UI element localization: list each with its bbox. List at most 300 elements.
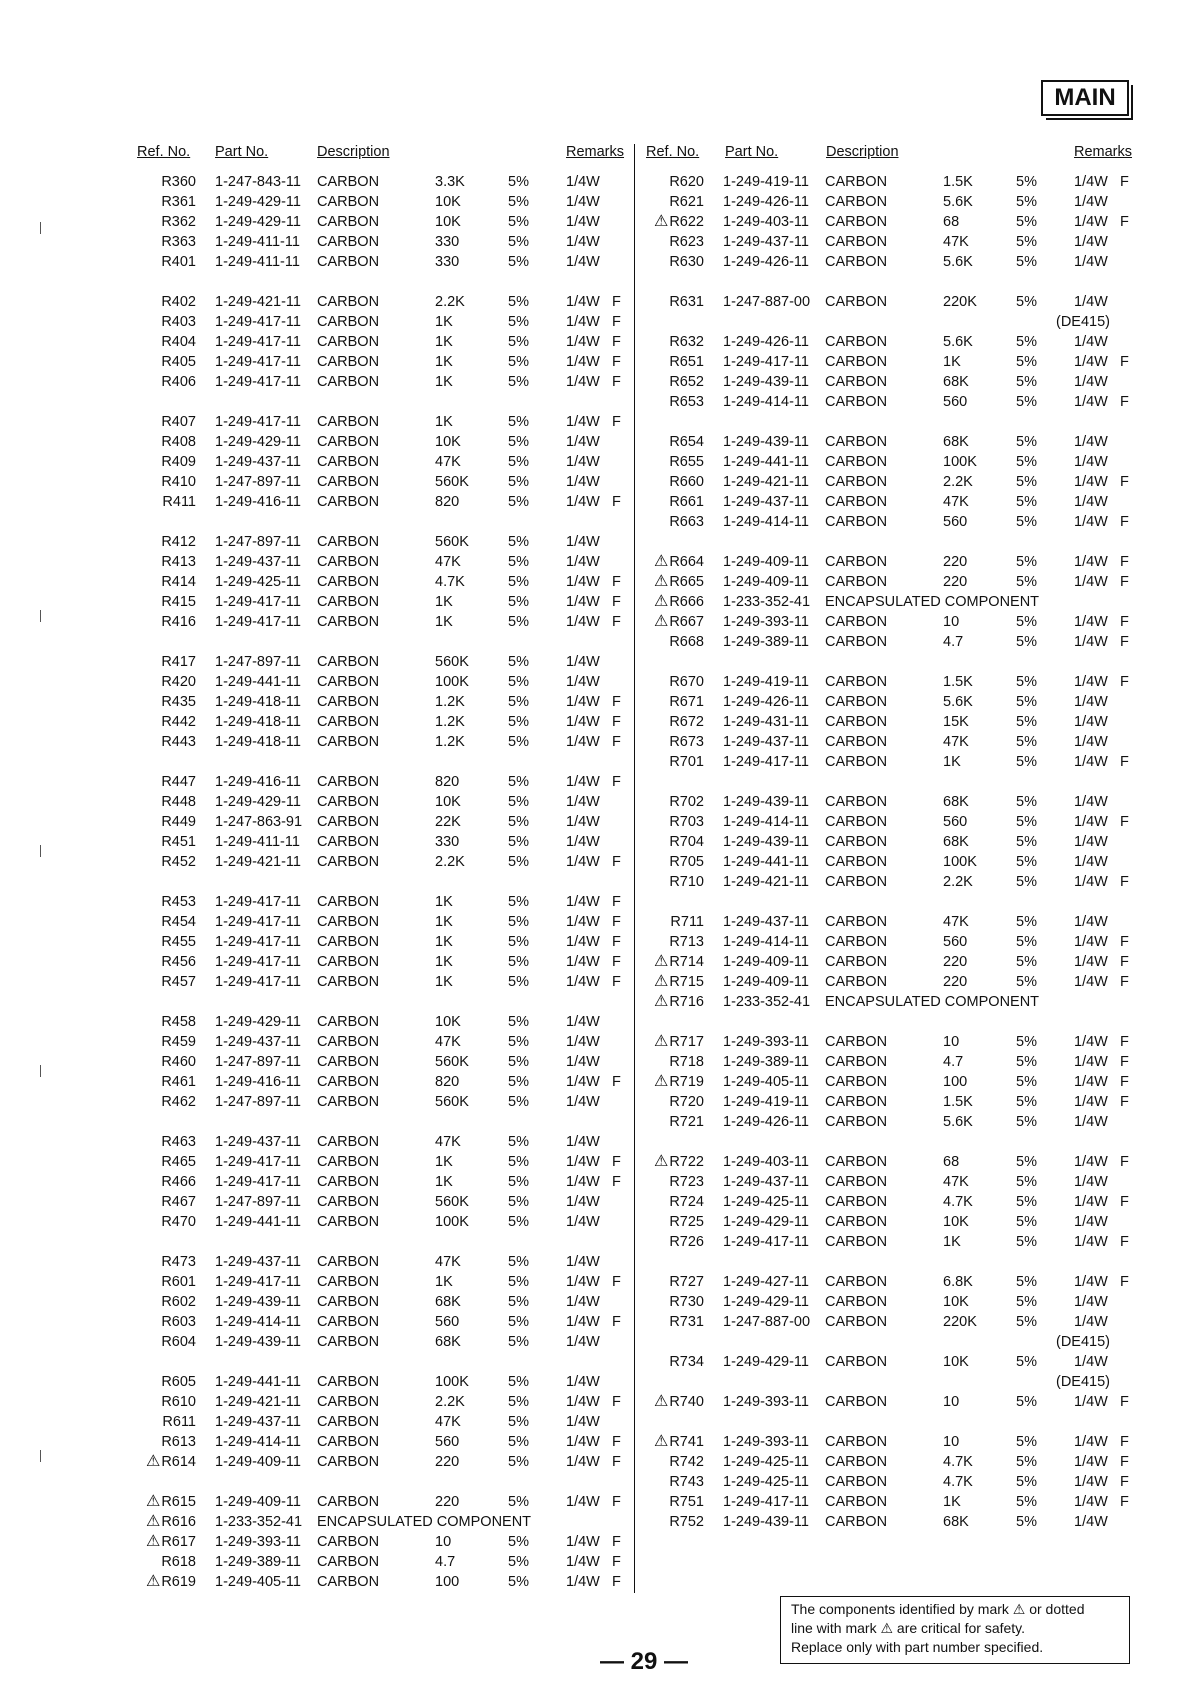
tolerance: 5% — [1016, 1034, 1037, 1050]
ref-no — [128, 1172, 196, 1192]
ref-no-text: R613 — [161, 1434, 196, 1450]
description: CARBON — [317, 894, 380, 910]
remark-flag: F — [612, 1554, 621, 1570]
wattage: 1/4W — [1074, 334, 1108, 350]
ref-no-text: R717 — [669, 1034, 704, 1050]
description: CARBON — [825, 354, 888, 370]
wattage: 1/4W — [566, 1274, 600, 1290]
part-no: 1-249-409-11 — [723, 954, 809, 970]
ref-no — [636, 332, 704, 352]
resistance-value: 560 — [435, 1434, 460, 1450]
resistance-value: 220K — [943, 1314, 977, 1330]
ref-no-text: R403 — [161, 314, 196, 330]
ref-no — [636, 1432, 704, 1452]
description: CARBON — [317, 1554, 380, 1570]
tolerance: 5% — [508, 1374, 529, 1390]
wattage: 1/4W — [1074, 1494, 1108, 1510]
description: CARBON — [825, 174, 888, 190]
part-row-r452 — [128, 852, 628, 872]
resistance-value: 5.6K — [943, 1114, 973, 1130]
description: CARBON — [317, 1174, 380, 1190]
resistance-value: 1K — [435, 414, 453, 430]
ref-no — [128, 312, 196, 332]
part-no: 1-249-419-11 — [723, 174, 809, 190]
warning-triangle-icon: ⚠ — [653, 613, 669, 630]
ref-no — [636, 672, 704, 692]
part-row-r405 — [128, 352, 628, 372]
part-row-r406 — [128, 372, 628, 392]
part-row-r654 — [636, 432, 1136, 452]
ref-no — [636, 552, 704, 572]
part-row-r653 — [636, 392, 1136, 412]
description: CARBON — [825, 974, 888, 990]
ref-no-text: R452 — [161, 854, 196, 870]
ref-no — [128, 652, 196, 672]
remark-flag: F — [1120, 174, 1129, 190]
part-row-r673 — [636, 732, 1136, 752]
ref-no — [128, 592, 196, 612]
part-row-r664 — [636, 552, 1136, 572]
description: CARBON — [317, 674, 380, 690]
warning-triangle-icon: ⚠ — [653, 1073, 669, 1090]
ref-no-text: R416 — [161, 614, 196, 630]
part-no: 1-249-426-11 — [723, 194, 809, 210]
description: CARBON — [825, 634, 888, 650]
ref-no — [636, 1092, 704, 1112]
ref-no-text: R604 — [161, 1334, 196, 1350]
resistance-value: 10K — [435, 194, 461, 210]
warning-triangle-icon: ⚠ — [653, 1393, 669, 1410]
tolerance: 5% — [1016, 614, 1037, 630]
ref-no-text: R672 — [669, 714, 704, 730]
ref-no-text: R718 — [669, 1054, 704, 1070]
ref-no — [636, 512, 704, 532]
wattage: 1/4W — [566, 654, 600, 670]
part-no: 1-249-426-11 — [723, 694, 809, 710]
resistance-value: 47K — [435, 1414, 461, 1430]
wattage: 1/4W — [566, 1214, 600, 1230]
ref-no-text: R448 — [161, 794, 196, 810]
part-no: 1-249-437-11 — [723, 494, 809, 510]
remark-flag: F — [1120, 1394, 1129, 1410]
part-row-r665 — [636, 572, 1136, 592]
ref-no — [128, 1512, 196, 1532]
ref-no-text: R705 — [669, 854, 704, 870]
wattage: 1/4W — [1074, 1434, 1108, 1450]
wattage: 1/4W — [566, 294, 600, 310]
part-row-r360 — [128, 172, 628, 192]
ref-no-text: R727 — [669, 1274, 704, 1290]
ref-no-text: R453 — [161, 894, 196, 910]
remark-flag: F — [612, 1314, 621, 1330]
description: CARBON — [825, 214, 888, 230]
ref-no — [636, 1512, 704, 1532]
description: CARBON — [825, 694, 888, 710]
part-row-r655 — [636, 452, 1136, 472]
resistance-value: 100K — [943, 854, 977, 870]
wattage: 1/4W — [566, 414, 600, 430]
part-no: 1-249-439-11 — [723, 1514, 809, 1530]
resistance-value: 560 — [435, 1314, 460, 1330]
wattage: 1/4W — [566, 934, 600, 950]
wattage: 1/4W — [566, 674, 600, 690]
safety-note — [780, 1596, 1130, 1664]
ref-no — [636, 1152, 704, 1172]
resistance-value: 5.6K — [943, 254, 973, 270]
part-row-r611 — [128, 1412, 628, 1432]
tolerance: 5% — [1016, 354, 1037, 370]
wattage: 1/4W — [1074, 914, 1108, 930]
description: CARBON — [317, 1334, 380, 1350]
part-no: 1-249-437-11 — [215, 454, 301, 470]
remark-flag: F — [612, 314, 621, 330]
scan-mark — [40, 222, 41, 234]
wattage: 1/4W — [1074, 194, 1108, 210]
wattage: 1/4W — [566, 774, 600, 790]
part-no: 1-247-897-11 — [215, 1054, 301, 1070]
tolerance: 5% — [508, 194, 529, 210]
ref-no — [128, 1372, 196, 1392]
part-no: 1-249-421-11 — [215, 854, 301, 870]
part-no: 1-249-421-11 — [215, 1394, 301, 1410]
ref-no-text: R473 — [161, 1254, 196, 1270]
description: CARBON — [825, 434, 888, 450]
description: CARBON — [317, 734, 380, 750]
ref-no — [128, 1052, 196, 1072]
ref-no — [636, 292, 704, 312]
ref-no-text: R651 — [669, 354, 704, 370]
wattage: 1/4W — [1074, 514, 1108, 530]
ref-no-text: R443 — [161, 734, 196, 750]
ref-no-text: R666 — [669, 594, 704, 610]
ref-no — [636, 1072, 704, 1092]
remark-flag: F — [612, 1574, 621, 1590]
resistance-value: 560 — [943, 814, 968, 830]
ref-no — [636, 1492, 704, 1512]
part-no: 1-249-417-11 — [215, 374, 301, 390]
remark-flag: F — [1120, 1454, 1129, 1470]
resistance-value: 560K — [435, 474, 469, 490]
part-no: 1-249-417-11 — [215, 914, 301, 930]
header-ref: Ref. No. — [646, 144, 700, 160]
ref-no-text: R715 — [669, 974, 704, 990]
part-no: 1-233-352-41 — [723, 594, 811, 610]
tolerance: 5% — [1016, 194, 1037, 210]
part-row-r630 — [636, 252, 1136, 272]
resistance-value: 1K — [435, 894, 453, 910]
description: CARBON — [317, 1454, 380, 1470]
resistance-value: 100K — [435, 1374, 469, 1390]
ref-no — [636, 852, 704, 872]
remark-flag: F — [612, 374, 621, 390]
ref-no — [128, 1072, 196, 1092]
part-row-note — [636, 1372, 1136, 1392]
description: CARBON — [317, 1494, 380, 1510]
tolerance: 5% — [508, 654, 529, 670]
resistance-value: 1K — [943, 354, 961, 370]
tolerance: 5% — [508, 834, 529, 850]
ref-no — [636, 972, 704, 992]
description: CARBON — [825, 1454, 888, 1470]
wattage: 1/4W — [566, 734, 600, 750]
part-no: 1-249-426-11 — [723, 334, 809, 350]
wattage: 1/4W — [566, 854, 600, 870]
resistance-value: 220 — [435, 1454, 460, 1470]
scan-mark — [40, 1065, 41, 1077]
part-no: 1-249-425-11 — [723, 1194, 809, 1210]
ref-no-text: R601 — [161, 1274, 196, 1290]
description: CARBON — [317, 714, 380, 730]
description: CARBON — [317, 554, 380, 570]
ref-no-text: R360 — [161, 174, 196, 190]
part-no: 1-249-441-11 — [215, 674, 301, 690]
tolerance: 5% — [508, 1414, 529, 1430]
tolerance: 5% — [508, 234, 529, 250]
part-no: 1-249-393-11 — [723, 1034, 809, 1050]
remark-flag: F — [1120, 674, 1129, 690]
tolerance: 5% — [508, 554, 529, 570]
part-row-r723 — [636, 1172, 1136, 1192]
wattage: 1/4W — [566, 1154, 600, 1170]
description: CARBON — [317, 1534, 380, 1550]
ref-no-text: R667 — [669, 614, 704, 630]
remark-flag: F — [612, 1074, 621, 1090]
ref-no — [128, 552, 196, 572]
description: CARBON — [825, 674, 888, 690]
resistance-value: 4.7K — [435, 574, 465, 590]
remark-flag: F — [1120, 1154, 1129, 1170]
ref-no — [128, 1252, 196, 1272]
part-row-r456 — [128, 952, 628, 972]
resistance-value: 10K — [943, 1214, 969, 1230]
wattage: 1/4W — [1074, 1214, 1108, 1230]
resistance-value: 330 — [435, 834, 460, 850]
ref-no — [128, 1132, 196, 1152]
remark-flag: F — [612, 1534, 621, 1550]
part-row-r462 — [128, 1092, 628, 1112]
scan-mark — [40, 845, 41, 857]
ref-no-text: R710 — [669, 874, 704, 890]
ref-no — [636, 912, 704, 932]
remark-flag: F — [1120, 1094, 1129, 1110]
resistance-value: 1K — [435, 1174, 453, 1190]
warning-triangle-icon: ⚠ — [145, 1573, 161, 1590]
description: CARBON — [825, 1294, 888, 1310]
resistance-value: 6.8K — [943, 1274, 973, 1290]
part-no: 1-249-431-11 — [723, 714, 809, 730]
part-row-r720 — [636, 1092, 1136, 1112]
wattage: 1/4W — [566, 1194, 600, 1210]
resistance-value: 820 — [435, 774, 460, 790]
wattage: 1/4W — [566, 594, 600, 610]
tolerance: 5% — [1016, 434, 1037, 450]
resistance-value: 560K — [435, 1194, 469, 1210]
ref-no-text: R406 — [161, 374, 196, 390]
ref-no — [128, 1332, 196, 1352]
ref-no-text: R752 — [669, 1514, 704, 1530]
part-row-r752 — [636, 1512, 1136, 1532]
tolerance: 5% — [1016, 1214, 1037, 1230]
description: CARBON — [317, 194, 380, 210]
tolerance: 5% — [508, 714, 529, 730]
wattage: 1/4W — [566, 1054, 600, 1070]
tolerance: 5% — [508, 1034, 529, 1050]
part-no: 1-249-441-11 — [215, 1374, 301, 1390]
ref-no-text: R655 — [669, 454, 704, 470]
part-no: 1-249-417-11 — [215, 974, 301, 990]
tolerance: 5% — [1016, 454, 1037, 470]
tolerance: 5% — [508, 334, 529, 350]
ref-no-text: R673 — [669, 734, 704, 750]
remark-flag: F — [1120, 1194, 1129, 1210]
ref-no — [128, 712, 196, 732]
description: CARBON — [825, 954, 888, 970]
description: CARBON — [317, 594, 380, 610]
column-divider — [634, 144, 635, 1593]
tolerance: 5% — [508, 914, 529, 930]
ref-no-text: R455 — [161, 934, 196, 950]
part-row-r719 — [636, 1072, 1136, 1092]
ref-no-text: R605 — [161, 1374, 196, 1390]
resistance-value: 10 — [943, 1034, 960, 1050]
wattage: 1/4W — [1074, 1094, 1108, 1110]
ref-no — [128, 1192, 196, 1212]
tolerance: 5% — [1016, 1234, 1037, 1250]
description: CARBON — [317, 434, 380, 450]
tolerance: 5% — [508, 1334, 529, 1350]
part-row-r363 — [128, 232, 628, 252]
wattage: 1/4W — [566, 834, 600, 850]
ref-no-text: R603 — [161, 1314, 196, 1330]
ref-no-text: R407 — [161, 414, 196, 430]
ref-no — [636, 1452, 704, 1472]
wattage: 1/4W — [1074, 574, 1108, 590]
ref-no — [636, 1392, 704, 1412]
ref-no — [128, 612, 196, 632]
remark-flag: F — [612, 334, 621, 350]
part-row-r410 — [128, 472, 628, 492]
description: CARBON — [825, 1494, 888, 1510]
ref-no — [636, 172, 704, 192]
tolerance: 5% — [1016, 234, 1037, 250]
part-row-r631 — [636, 292, 1136, 312]
resistance-value: 4.7K — [943, 1454, 973, 1470]
wattage: 1/4W — [1074, 1074, 1108, 1090]
description: CARBON — [825, 554, 888, 570]
ref-no-text: R668 — [669, 634, 704, 650]
ref-no — [128, 372, 196, 392]
ref-no-text: R610 — [161, 1394, 196, 1410]
ref-no-text: R412 — [161, 534, 196, 550]
wattage: 1/4W — [1074, 1394, 1108, 1410]
resistance-value: 15K — [943, 714, 969, 730]
wattage: 1/4W — [1074, 474, 1108, 490]
tolerance: 5% — [508, 1314, 529, 1330]
part-no: 1-249-441-11 — [215, 1214, 301, 1230]
ref-no-text: R616 — [161, 1514, 196, 1530]
ref-no — [128, 1272, 196, 1292]
ref-no — [636, 1212, 704, 1232]
remark-flag: F — [612, 614, 621, 630]
description: CARBON — [317, 1014, 380, 1030]
tolerance: 5% — [508, 574, 529, 590]
tolerance: 5% — [1016, 1514, 1037, 1530]
ref-no — [636, 612, 704, 632]
description: CARBON — [317, 1374, 380, 1390]
tolerance: 5% — [508, 1094, 529, 1110]
ref-no-text: R459 — [161, 1034, 196, 1050]
description: ENCAPSULATED COMPONENT — [825, 594, 1040, 610]
ref-no-text: R622 — [669, 214, 704, 230]
wattage: 1/4W — [566, 314, 600, 330]
tolerance: 5% — [1016, 674, 1037, 690]
part-row-r734 — [636, 1352, 1136, 1372]
part-row-r725 — [636, 1212, 1136, 1232]
remark-flag: F — [612, 1394, 621, 1410]
wattage: 1/4W — [566, 894, 600, 910]
ref-no — [128, 1392, 196, 1412]
remark-flag: F — [1120, 754, 1129, 770]
tolerance: 5% — [508, 1194, 529, 1210]
part-no: 1-249-418-11 — [215, 734, 301, 750]
wattage: 1/4W — [566, 1394, 600, 1410]
wattage: 1/4W — [566, 214, 600, 230]
description: CARBON — [317, 1074, 380, 1090]
resistance-value: 1K — [435, 954, 453, 970]
wattage: 1/4W — [566, 954, 600, 970]
description: CARBON — [317, 854, 380, 870]
tolerance: 5% — [1016, 914, 1037, 930]
part-row-r453 — [128, 892, 628, 912]
wattage: 1/4W — [566, 1294, 600, 1310]
part-no: 1-249-437-11 — [215, 1034, 301, 1050]
wattage: 1/4W — [566, 694, 600, 710]
part-no: 1-249-421-11 — [723, 474, 809, 490]
resistance-value: 68K — [943, 374, 969, 390]
resistance-value: 1K — [435, 334, 453, 350]
tolerance: 5% — [508, 474, 529, 490]
resistance-value: 1K — [435, 594, 453, 610]
wattage: 1/4W — [1074, 214, 1108, 230]
remark-flag: F — [612, 1274, 621, 1290]
part-no: 1-247-887-00 — [723, 294, 811, 310]
ref-no — [636, 252, 704, 272]
tolerance: 5% — [508, 1274, 529, 1290]
wattage: 1/4W — [1074, 354, 1108, 370]
resistance-value: 10K — [435, 214, 461, 230]
ref-no-text: R454 — [161, 914, 196, 930]
description: CARBON — [825, 194, 888, 210]
remark-flag: F — [1120, 954, 1129, 970]
part-row-r448 — [128, 792, 628, 812]
part-no: 1-249-393-11 — [215, 1534, 301, 1550]
part-row-r621 — [636, 192, 1136, 212]
tolerance: 5% — [1016, 1114, 1037, 1130]
part-row-r403 — [128, 312, 628, 332]
ref-no — [636, 632, 704, 652]
part-no: 1-249-417-11 — [723, 354, 809, 370]
part-no: 1-249-419-11 — [723, 674, 809, 690]
resistance-value: 10K — [943, 1354, 969, 1370]
ref-no — [636, 952, 704, 972]
ref-no-text: R722 — [669, 1154, 704, 1170]
ref-no — [636, 712, 704, 732]
description: CARBON — [825, 514, 888, 530]
part-row-r407 — [128, 412, 628, 432]
part-no: 1-249-417-11 — [215, 894, 301, 910]
remark-flag: F — [1120, 1274, 1129, 1290]
part-no: 1-249-426-11 — [723, 1114, 809, 1130]
